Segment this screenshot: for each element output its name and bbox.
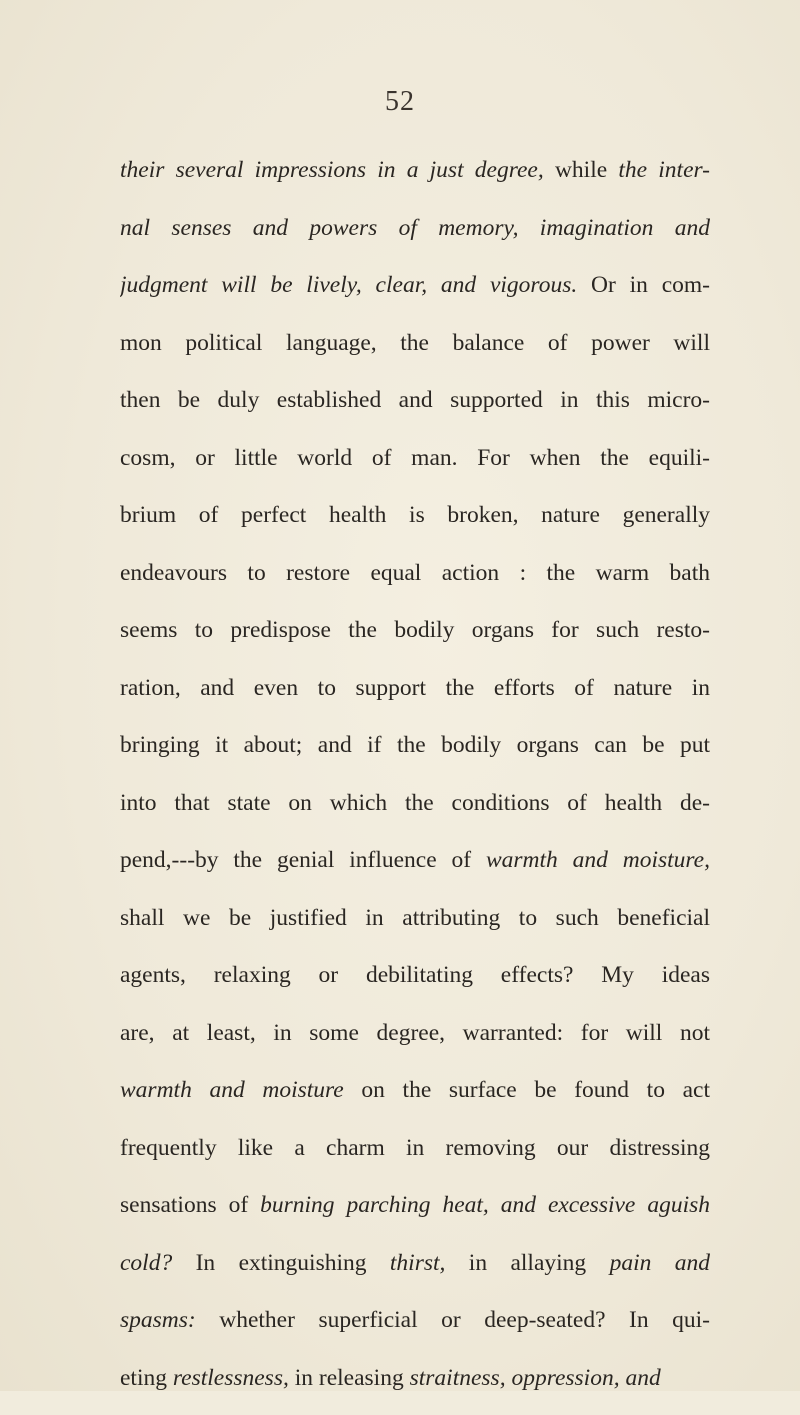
- text-line: [120, 1185, 710, 1243]
- text-line: [120, 323, 710, 381]
- text-run: in releasing: [289, 1365, 410, 1391]
- italic-text: judgment will be lively, clear, and vigorous.: [120, 272, 577, 298]
- body-text: [120, 150, 710, 1415]
- text-line: [120, 1358, 710, 1415]
- text-line: [120, 725, 710, 783]
- text-line: [120, 438, 710, 496]
- italic-text: the inter-: [618, 157, 710, 183]
- text-line: [120, 840, 710, 898]
- text-run: brium of perfect health is broken, nature generally: [120, 502, 710, 528]
- text-line: [120, 783, 710, 841]
- text-run: are, at least, in some degree, warranted: for will not: [120, 1020, 710, 1046]
- text-run: seems to predispose the bodily organs for such resto-: [120, 617, 710, 643]
- text-run: Or in com-: [577, 272, 710, 298]
- text-run: shall we be justified in attributing to such beneficial: [120, 905, 710, 931]
- text-line: [120, 208, 710, 266]
- text-run: while: [544, 157, 619, 183]
- italic-text: straitness, oppression, and: [410, 1365, 661, 1391]
- text-line: [120, 1300, 710, 1358]
- text-line: [120, 1128, 710, 1186]
- text-run: eting: [120, 1365, 173, 1391]
- text-line: [120, 955, 710, 1013]
- italic-text: warmth and moisture,: [486, 847, 710, 873]
- text-line: [120, 1070, 710, 1128]
- text-line: [120, 1013, 710, 1071]
- text-run: in allaying: [445, 1250, 609, 1276]
- italic-text: burning parching heat, and excessive aguish: [260, 1192, 710, 1218]
- italic-text: thirst,: [390, 1250, 446, 1276]
- italic-text: cold?: [120, 1250, 172, 1276]
- text-run: then be duly established and supported in this micro-: [120, 387, 710, 413]
- text-run: whether superficial or deep-seated? In qui-: [196, 1307, 710, 1333]
- text-line: [120, 668, 710, 726]
- text-run: endeavours to restore equal action : the warm bath: [120, 560, 710, 586]
- text-line: [120, 495, 710, 553]
- text-run: into that state on which the conditions of health de-: [120, 790, 710, 816]
- italic-text: nal senses and powers of memory, imagination and: [120, 215, 710, 241]
- text-run: sensations of: [120, 1192, 260, 1218]
- text-line: [120, 380, 710, 438]
- text-run: pend,---by the genial influence of: [120, 847, 486, 873]
- text-run: agents, relaxing or debilitating effects? My ideas: [120, 962, 710, 988]
- text-line: [120, 898, 710, 956]
- italic-text: spasms:: [120, 1307, 196, 1333]
- text-run: In extinguishing: [172, 1250, 390, 1276]
- page-number: 52: [0, 86, 800, 118]
- text-line: [120, 265, 710, 323]
- text-run: mon political language, the balance of power will: [120, 330, 710, 356]
- text-run: frequently like a charm in removing our distressing: [120, 1135, 710, 1161]
- text-run: cosm, or little world of man. For when the equili-: [120, 445, 710, 471]
- text-run: bringing it about; and if the bodily organs can be put: [120, 732, 710, 758]
- italic-text: pain and: [610, 1250, 710, 1276]
- text-line: [120, 553, 710, 611]
- text-run: on the surface be found to act: [344, 1077, 710, 1103]
- italic-text: warmth and moisture: [120, 1077, 344, 1103]
- text-line: [120, 1243, 710, 1301]
- text-line: [120, 150, 710, 208]
- text-line: [120, 610, 710, 668]
- text-run: ration, and even to support the efforts of nature in: [120, 675, 710, 701]
- italic-text: restlessness,: [173, 1365, 289, 1391]
- italic-text: their several impressions in a just degree,: [120, 157, 544, 183]
